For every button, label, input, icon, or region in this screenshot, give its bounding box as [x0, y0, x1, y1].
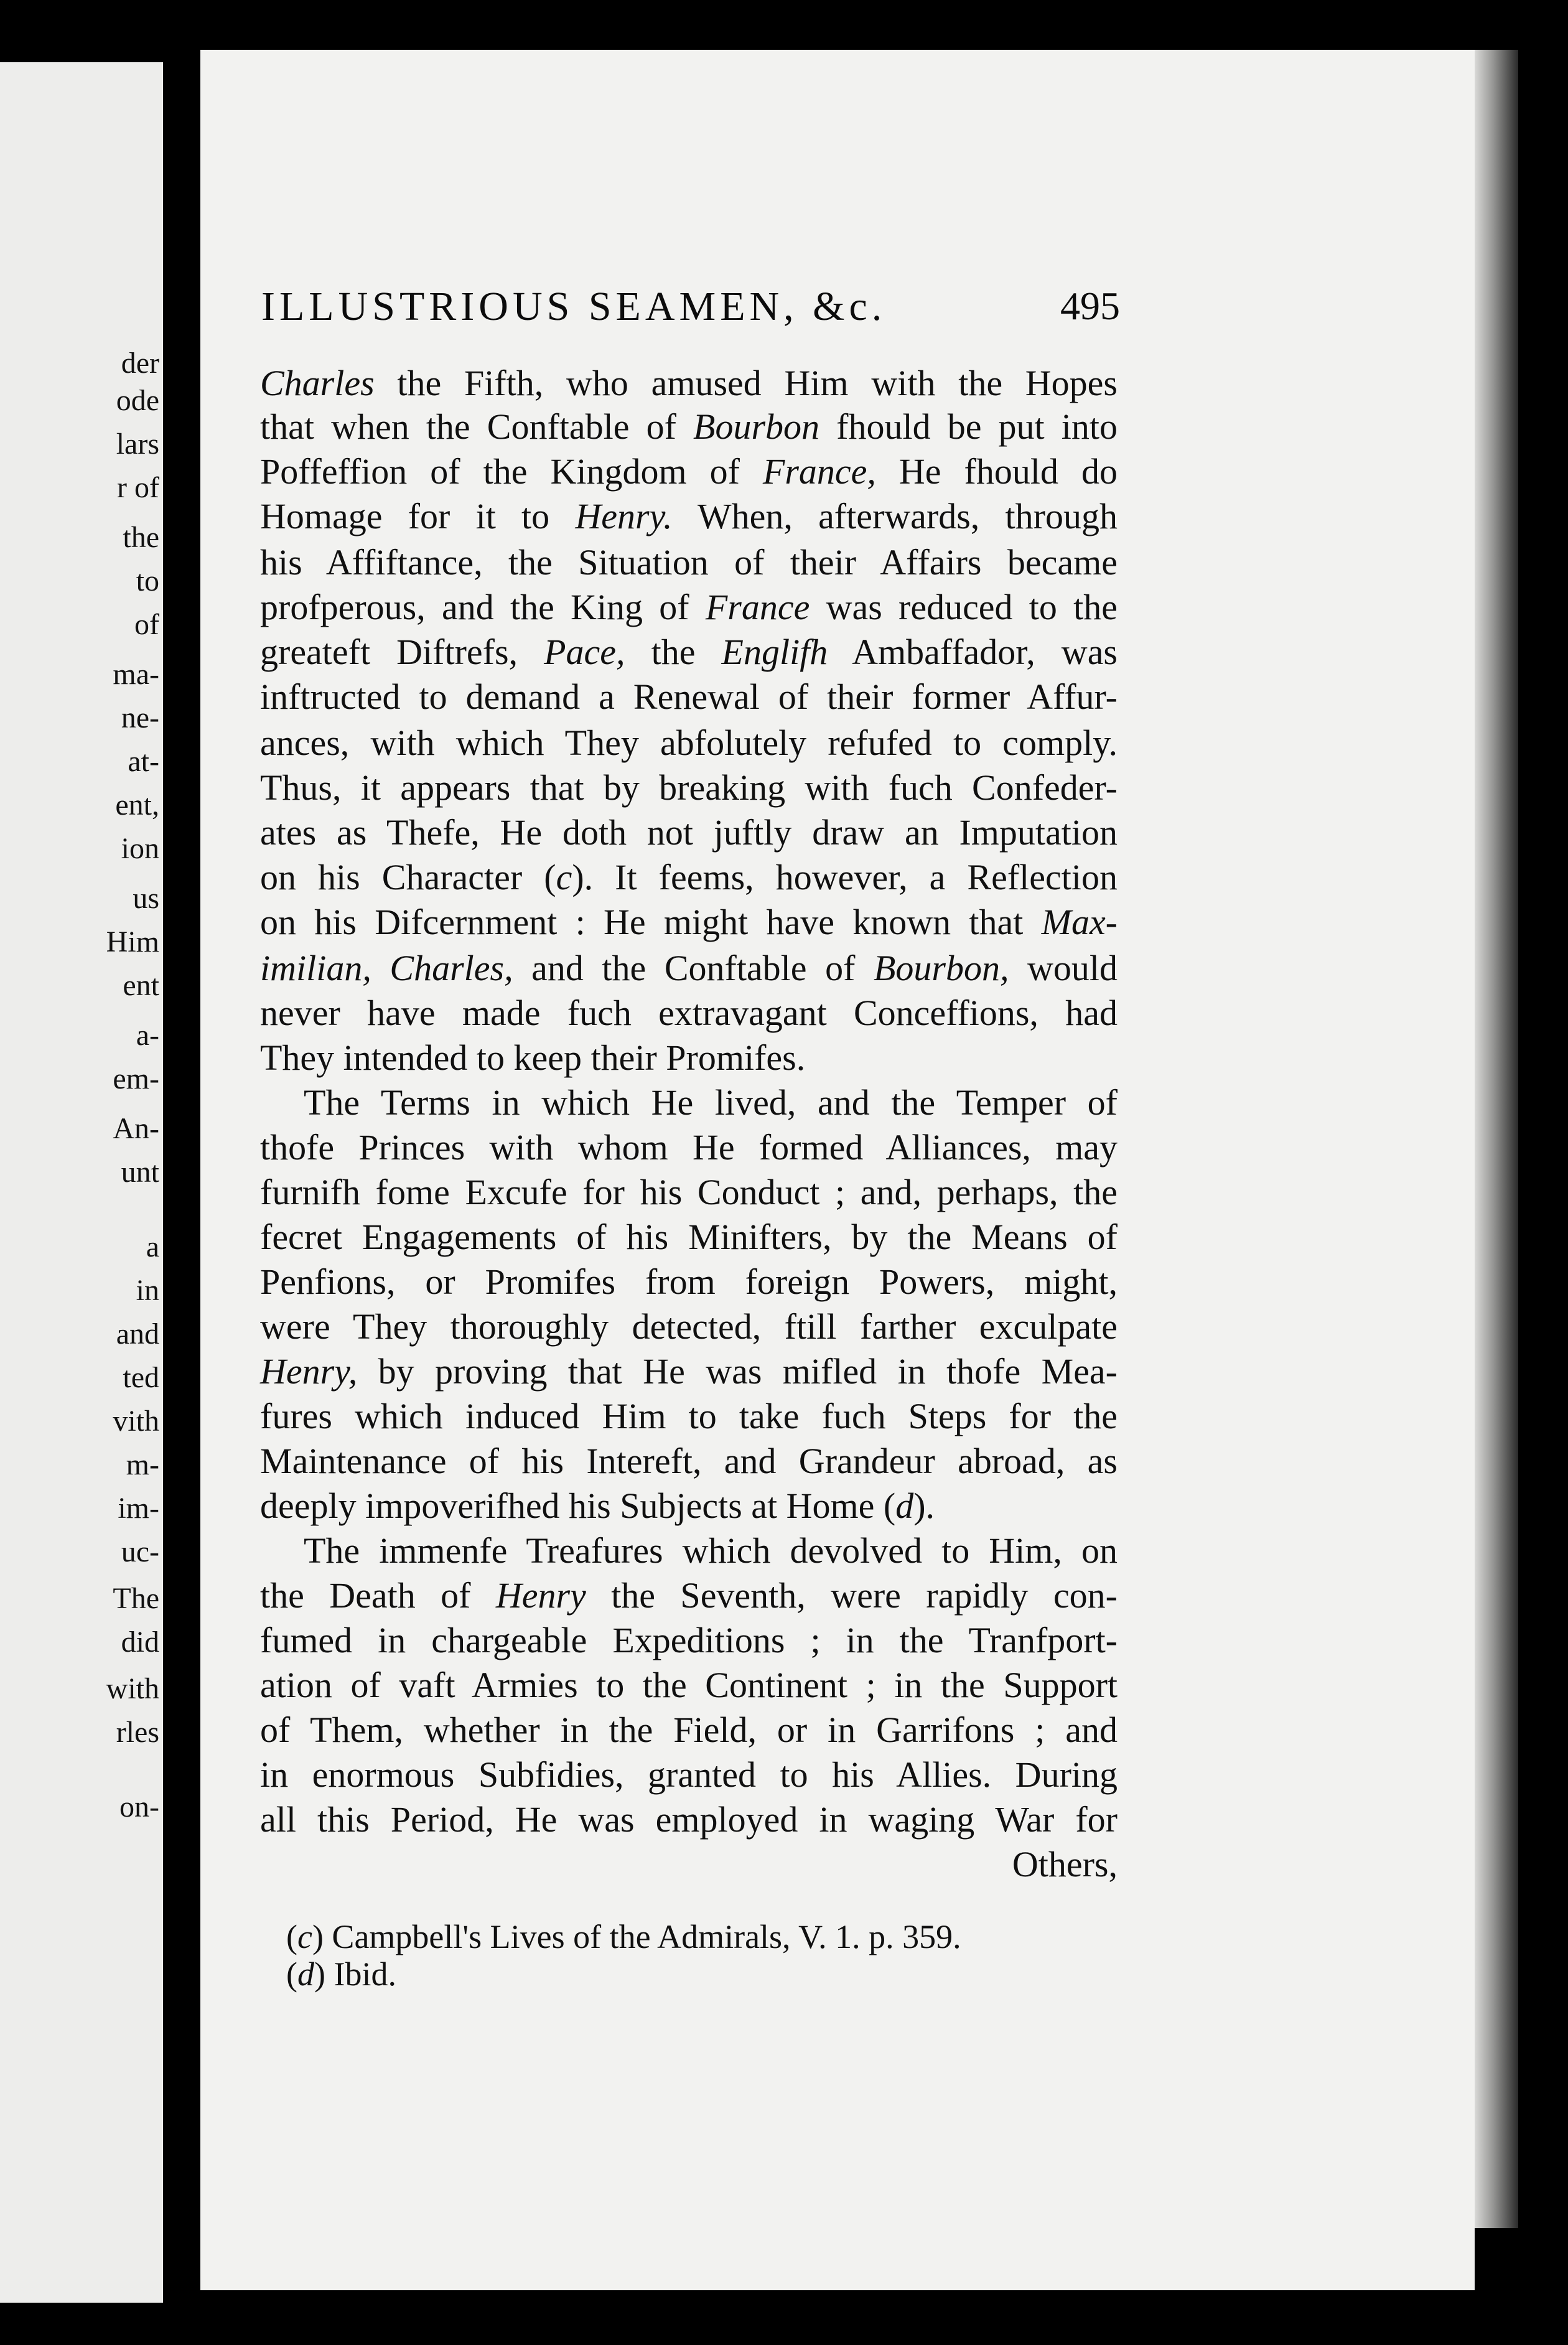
text-run: The Terms in which He lived, and the Temper of — [304, 1082, 1118, 1123]
text-run: ( — [286, 1918, 297, 1955]
text-line — [260, 1753, 1118, 1797]
text-run: were They thoroughly detected, ftill farther exculpate — [260, 1306, 1118, 1347]
footnote — [286, 1917, 961, 1957]
italic-text: Englifh — [721, 632, 828, 672]
text-run: ances, with which They abfolutely refufed to comply. — [260, 723, 1118, 763]
facing-page-text-fragment: of — [134, 608, 159, 641]
text-run: deeply impoverifhed his Subjects at Home ( — [260, 1486, 896, 1526]
text-run: never have made fuch extravagant Conceffions, had — [260, 993, 1118, 1033]
text-line — [260, 765, 1118, 810]
italic-text: Henry — [495, 1575, 586, 1616]
italic-text: c — [556, 857, 572, 897]
text-run: Others, — [1012, 1844, 1118, 1884]
facing-page-text-fragment: and — [116, 1318, 159, 1350]
text-run: on his Difcernment : He might have known that — [260, 902, 1042, 942]
text-line — [260, 1349, 1118, 1394]
text-run: Thus, it appears that by breaking with fuch Confeder- — [260, 767, 1118, 808]
facing-page-text-fragment: im- — [118, 1492, 159, 1525]
text-line — [260, 494, 1118, 539]
text-run: and the Conftable of — [513, 948, 874, 988]
italic-text: France — [705, 587, 810, 627]
text-run: his Affiftance, the Situation of their Affairs became — [260, 542, 1118, 583]
facing-page-text-fragment: Him — [106, 925, 159, 958]
facing-page-text-fragment: the — [123, 521, 159, 554]
text-run: would — [1009, 948, 1118, 988]
text-line — [260, 1618, 1118, 1663]
text-run: Homage for it to — [260, 496, 576, 536]
text-run: They intended to keep their Promifes. — [260, 1037, 806, 1078]
text-line — [260, 1304, 1118, 1349]
text-line — [260, 1484, 1118, 1528]
text-run: fecret Engagements of his Minifters, by the Means of — [260, 1217, 1118, 1257]
facing-page-text-fragment: at- — [128, 745, 159, 778]
facing-page-text-fragment: The — [113, 1582, 159, 1615]
text-line — [304, 1528, 1118, 1573]
text-line — [260, 630, 1118, 675]
italic-text: imilian, Charles, — [260, 948, 513, 988]
text-run: by proving that He was mifled in thofe Mea- — [357, 1351, 1118, 1392]
facing-page-text-fragment: ne- — [121, 701, 159, 734]
facing-page-text-fragment: us — [133, 882, 159, 915]
text-run: greateft Diftrefs, — [260, 632, 544, 672]
facing-page-text-fragment: a- — [136, 1019, 159, 1052]
text-run: The immenfe Treafures which devolved to Him, on — [304, 1530, 1118, 1571]
text-run: of Them, whether in the Field, or in Garrifons ; and — [260, 1710, 1118, 1750]
text-run: ). It feems, however, a Reflection — [572, 857, 1118, 897]
italic-text: Henry. — [575, 496, 673, 536]
running-head: ILLUSTRIOUS SEAMEN, &c. — [261, 284, 887, 329]
text-run: When, afterwards, through — [672, 496, 1118, 536]
text-run: the Death of — [260, 1575, 496, 1616]
italic-text: c — [297, 1918, 312, 1955]
text-line — [260, 1170, 1118, 1215]
facing-page-text-fragment: lars — [116, 428, 159, 461]
italic-text: Pace, — [544, 632, 625, 672]
text-run: the Seventh, were rapidly con- — [586, 1575, 1118, 1616]
facing-page-text-fragment: in — [136, 1274, 159, 1307]
facing-page-text-fragment: em- — [113, 1062, 159, 1095]
text-line — [304, 1080, 1118, 1125]
text-run: fhould be put into — [819, 406, 1118, 447]
text-line — [260, 1036, 1118, 1080]
text-line — [260, 1215, 1118, 1260]
text-line — [260, 1573, 1118, 1618]
page-gutter-shadow — [1475, 50, 1518, 2228]
text-line — [260, 721, 1118, 765]
italic-text: d — [297, 1955, 314, 1993]
facing-page-fragment — [0, 62, 163, 2303]
text-run: ates as Thefe, He doth not juftly draw an Imputation — [260, 812, 1118, 853]
text-run: He fhould do — [875, 451, 1118, 492]
text-run: inftructed to demand a Renewal of their former Affur- — [260, 676, 1118, 717]
text-line — [260, 585, 1118, 630]
text-line — [260, 1439, 1118, 1484]
text-run: Ambaffador, was — [828, 632, 1118, 672]
italic-text: Charles — [260, 363, 375, 403]
facing-page-text-fragment: ent, — [115, 789, 159, 821]
page-number: 495 — [1060, 284, 1120, 328]
text-line — [260, 1842, 1118, 1887]
italic-text: Henry, — [260, 1351, 358, 1392]
facing-page-text-fragment: ent — [123, 969, 159, 1002]
text-line — [260, 1797, 1118, 1842]
text-run: the — [625, 632, 722, 672]
text-line — [260, 855, 1118, 900]
facing-page-text-fragment: der — [121, 347, 159, 380]
facing-page-text-fragment: to — [136, 564, 159, 597]
text-run: was reduced to the — [810, 587, 1118, 627]
text-run: that when the Conftable of — [260, 406, 694, 447]
text-line — [260, 675, 1118, 719]
italic-text: France, — [762, 451, 876, 492]
text-run: ) Ibid. — [314, 1955, 396, 1993]
text-line — [260, 1394, 1118, 1439]
facing-page-text-fragment: a — [146, 1230, 159, 1263]
facing-page-text-fragment: unt — [121, 1156, 159, 1189]
facing-page-text-fragment: uc- — [121, 1535, 159, 1568]
text-run: in enormous Subfidies, granted to his Allies. During — [260, 1754, 1118, 1795]
facing-page-text-fragment: on- — [119, 1790, 159, 1823]
facing-page-text-fragment: with — [106, 1672, 159, 1705]
text-run: Penfions, or Promifes from foreign Powers, might, — [260, 1261, 1118, 1302]
facing-page-text-fragment: vith — [113, 1405, 159, 1438]
italic-text: Bourbon — [693, 406, 820, 447]
footnote — [286, 1954, 396, 1994]
text-line — [260, 449, 1118, 494]
text-run: on his Character ( — [260, 857, 556, 897]
facing-page-text-fragment: ted — [123, 1361, 159, 1394]
italic-text: Bourbon, — [873, 948, 1009, 988]
text-line — [260, 540, 1118, 585]
facing-page-text-fragment: An- — [113, 1112, 159, 1145]
text-line — [260, 361, 1118, 406]
text-line — [260, 1663, 1118, 1708]
text-run: all this Period, He was employed in waging War for — [260, 1799, 1118, 1840]
text-run: ). — [913, 1486, 935, 1526]
italic-text: d — [895, 1486, 914, 1526]
text-line — [260, 946, 1118, 991]
text-run: fumed in chargeable Expeditions ; in the Tranfport- — [260, 1620, 1118, 1660]
text-run: ( — [286, 1955, 297, 1993]
text-line — [260, 1125, 1118, 1170]
facing-page-text-fragment: ode — [116, 384, 159, 417]
text-run: ation of vaft Armies to the Continent ; in the Support — [260, 1665, 1118, 1705]
text-run: profperous, and the King of — [260, 587, 706, 627]
text-line — [260, 991, 1118, 1036]
text-run: Poffeffion of the Kingdom of — [260, 451, 763, 492]
facing-page-text-fragment: ma- — [113, 658, 159, 691]
text-run: Maintenance of his Intereft, and Grandeur abroad, as — [260, 1441, 1118, 1481]
text-line — [260, 900, 1118, 945]
facing-page-text-fragment: m- — [126, 1448, 159, 1481]
facing-page-text-fragment: rles — [116, 1716, 159, 1749]
text-run: ) Campbell's Lives of the Admirals, V. 1. p. 359. — [312, 1918, 961, 1955]
text-run: thofe Princes with whom He formed Alliances, may — [260, 1127, 1118, 1168]
text-line — [260, 810, 1118, 855]
text-line — [260, 1260, 1118, 1304]
text-run: the Fifth, who amused Him with the Hopes — [374, 363, 1118, 403]
facing-page-text-fragment: r of — [117, 471, 159, 504]
text-line — [260, 1708, 1118, 1753]
text-run: furnifh fome Excufe for his Conduct ; and, perhaps, the — [260, 1172, 1118, 1212]
facing-page-text-fragment: ion — [121, 832, 159, 865]
italic-text: Max- — [1041, 902, 1118, 942]
facing-page-text-fragment: did — [121, 1626, 159, 1659]
text-run: fures which induced Him to take fuch Steps for the — [260, 1396, 1118, 1436]
text-line — [260, 405, 1118, 449]
